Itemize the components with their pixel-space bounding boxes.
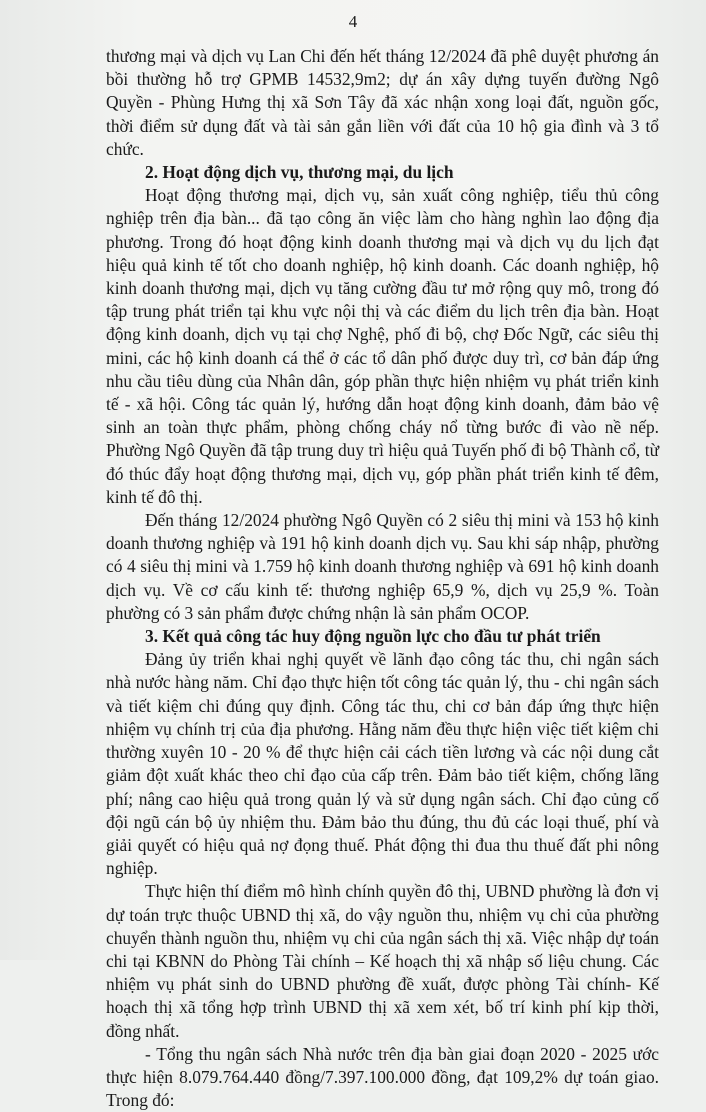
- paragraph-business-statistics: Đến tháng 12/2024 phường Ngô Quyền có 2 siêu thị mini và 153 hộ kinh doanh thương nghiệp và 191 hộ kinh doanh dịch vụ. Sau khi sáp nhập, phường có 4 siêu thị mini và 1.759 hộ kinh doanh thương nghiệp và 691 hộ kinh doanh dịch vụ. Về cơ cấu kinh tế: thương nghiệp 65,9 %, dịch vụ 25,9 %. Toàn phường có 3 sản phẩm được chứng nhận là sản phẩm OCOP.: [106, 510, 659, 623]
- paragraph-budget-management: Đảng ủy triển khai nghị quyết về lãnh đạo công tác thu, chi ngân sách nhà nước hàng năm. Chỉ đạo thực hiện tốt công tác quản lý, thu - chi ngân sách và tiết kiệm chi đúng quy định. Công tác thu, chi cơ bản đáp ứng thực hiện nhiệm vụ chính trị của địa phương. Hằng năm đều thực hiện việc tiết kiệm chi thường xuyên 10 - 20 % để thực hiện cải cách tiền lương và các nội dung cắt giảm đột xuất khác theo chỉ đạo của cấp trên. Đảm bảo tiết kiệm, chống lãng phí; nâng cao hiệu quả trong quản lý và sử dụng ngân sách. Chỉ đạo củng cố đội ngũ cán bộ ủy nhiệm thu. Đảm bảo thu đúng, thu đủ các loại thuế, phí và giải quyết có hiệu quả nợ đọng thuế. Phát động thi đua thu thuế đất phi nông nghiệp.: [106, 649, 659, 879]
- paragraph-urban-government-pilot: Thực hiện thí điểm mô hình chính quyền đô thị, UBND phường là đơn vị dự toán trực thuộc UBND thị xã, do vậy nguồn thu, nhiệm vụ chi của phường chuyển thành nguồn thu, nhiệm vụ chi của ngân sách thị xã. Việc nhập dự toán chi tại KBNN do Phòng Tài chính – Kế hoạch thị xã nhập số liệu chung. Các nhiệm vụ phát sinh do UBND phường đề xuất, được phòng Tài chính- Kế hoạch thị xã tổng hợp trình UBND thị xã xem xét, bố trí kinh phí kịp thời, đồng nhất.: [106, 881, 659, 1041]
- paragraph-trade-activities: Hoạt động thương mại, dịch vụ, sản xuất công nghiệp, tiểu thủ công nghiệp trên địa bàn... đã tạo công ăn việc làm cho hàng nghìn lao động địa phương. Trong đó hoạt động kinh doanh thương mại và dịch vụ du lịch đạt hiệu quả kinh tế tốt cho doanh nghiệp, hộ kinh doanh. Các doanh nghiệp, hộ kinh doanh thương mại, dịch vụ tăng cường đầu tư mở rộng quy mô, trong đó tập trung phát triển tại khu vực nội thị và các điểm du lịch trên địa bàn. Hoạt động kinh doanh, dịch vụ tại chợ Nghệ, phố đi bộ, chợ Đốc Ngữ, các siêu thị mini, các hộ kinh doanh cá thể ở các tổ dân phố được duy trì, cơ bản đáp ứng nhu cầu tiêu dùng của Nhân dân, góp phần thực hiện nhiệm vụ phát triển kinh tế - xã hội. Công tác quản lý, hướng dẫn hoạt động kinh doanh, đảm bảo vệ sinh an toàn thực phẩm, phòng chống cháy nổ từng bước đi vào nề nếp. Phường Ngô Quyền đã tập trung duy trì hiệu quả Tuyến phố đi bộ Thành cổ, từ đó thúc đẩy hoạt động thương mại, dịch vụ, góp phần phát triển kinh tế đêm, kinh tế đô thị.: [106, 185, 659, 507]
- section-heading-resource-mobilization: 3. Kết quả công tác huy động nguồn lực cho đầu tư phát triển: [145, 626, 601, 647]
- document-body: [106, 45, 659, 1112]
- paragraph-budget-revenue: - Tổng thu ngân sách Nhà nước trên địa bàn giai đoạn 2020 - 2025 ước thực hiện 8.079.764.440 đồng/7.397.100.000 đồng, đạt 109,2% dự toán giao. Trong đó:: [106, 1043, 659, 1111]
- section-heading-services-trade-tourism: 2. Hoạt động dịch vụ, thương mại, du lịch: [145, 162, 454, 183]
- paragraph-land-clearance: thương mại và dịch vụ Lan Chi đến hết tháng 12/2024 đã phê duyệt phương án bồi thường hỗ trợ GPMB 14532,9m2; dự án xây dựng tuyến đường Ngô Quyền - Phùng Hưng thị xã Sơn Tây đã xác nhận xong loại đất, nguồn gốc, thời điểm sử dụng đất và tài sản gắn liền với đất của 10 hộ gia đình và 3 tổ chức.: [106, 46, 659, 159]
- page-number: 4: [348, 12, 358, 31]
